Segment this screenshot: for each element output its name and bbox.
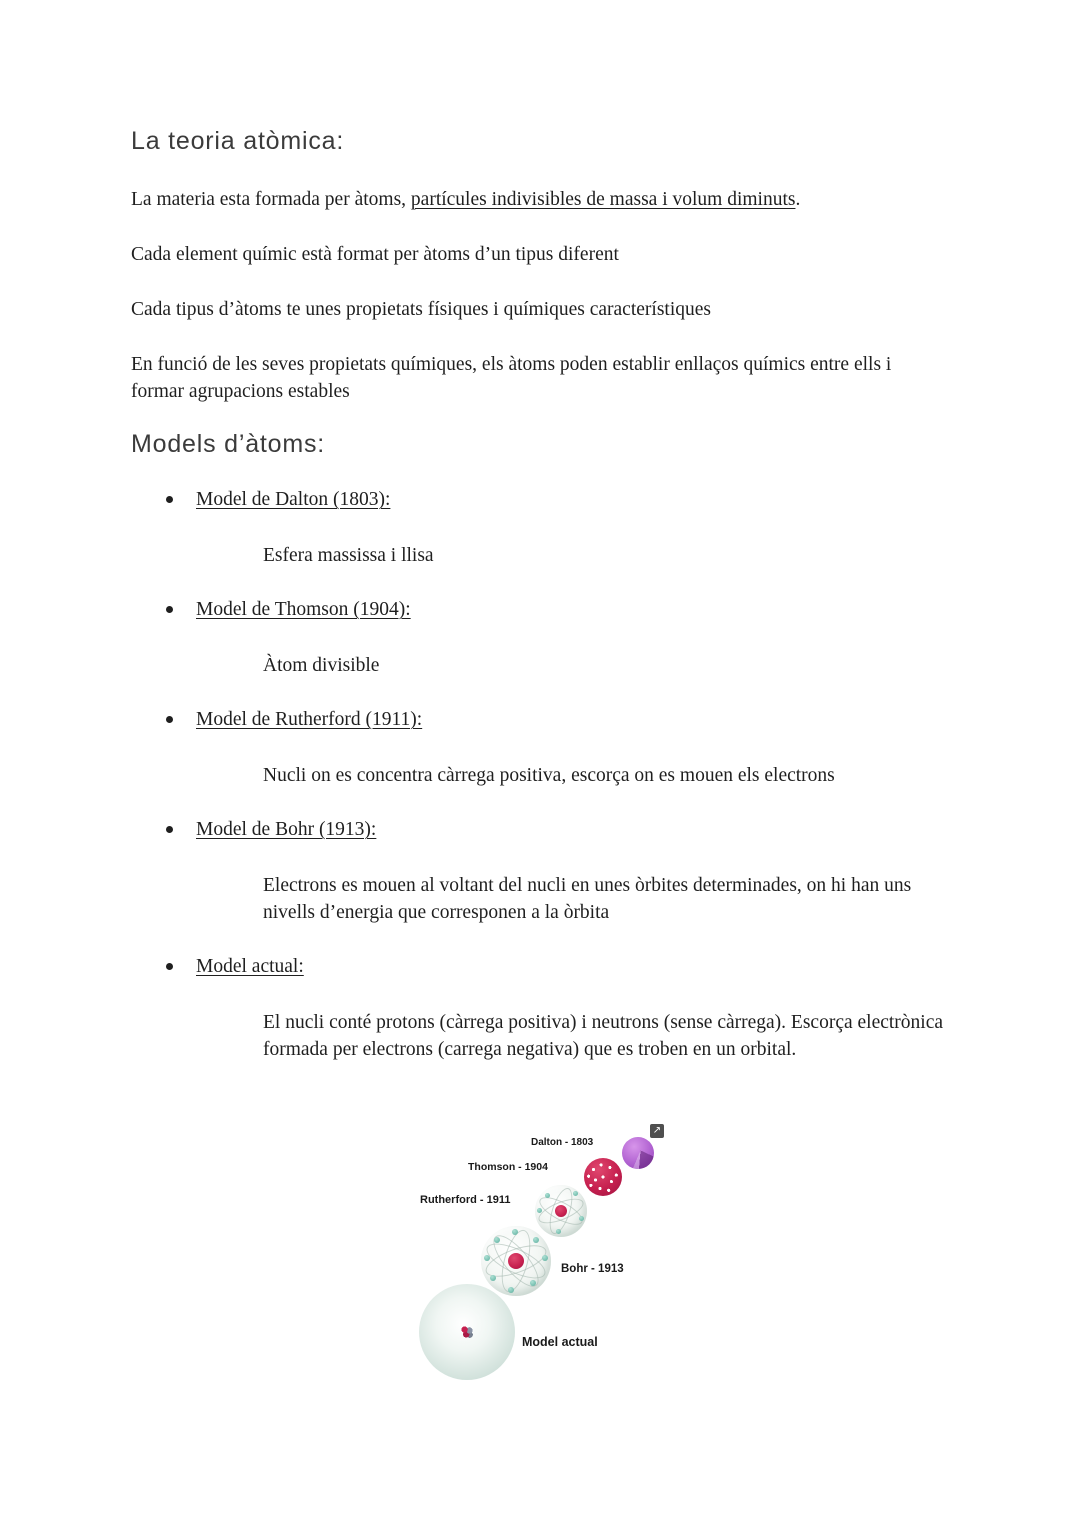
electron [545, 1193, 550, 1198]
thomson-sphere [584, 1158, 622, 1196]
paragraph-element-quimic: Cada element químic està format per àtoms d’un tipus diferent [131, 244, 619, 265]
electron [542, 1255, 548, 1261]
heading-la-teoria-atomica: La teoria atòmica: [131, 127, 345, 155]
models-list [131, 486, 949, 1063]
model-thomson-description: Àtom divisible [263, 655, 380, 676]
model-dalton-description: Esfera massissa i llisa [263, 545, 434, 566]
figure-label-actual: Model actual [522, 1335, 598, 1349]
model-rutherford-label: Model de Rutherford (1911): [196, 709, 423, 730]
model-actual-nucleus [459, 1324, 475, 1340]
list-item-actual [131, 953, 949, 1063]
open-in-new-icon[interactable]: ↗ [650, 1124, 664, 1138]
electron [533, 1237, 539, 1243]
bohr-atom [481, 1226, 551, 1296]
list-item-rutherford [131, 706, 949, 789]
model-bohr-label: Model de Bohr (1913): [196, 819, 377, 840]
paragraph-materia-period: . [795, 189, 801, 210]
figure-label-bohr: Bohr - 1913 [561, 1263, 624, 1275]
rutherford-atom [535, 1185, 587, 1237]
model-actual-sphere [419, 1284, 515, 1380]
paragraph-enllacos: En funció de les seves propietats químiques, els àtoms poden establir enllaços químics entre ells i formar agrupacions estables [131, 354, 892, 402]
electron [494, 1237, 500, 1243]
paragraph-materia-normal: La materia esta formada per àtoms, [131, 189, 411, 210]
dalton-sphere [622, 1137, 654, 1169]
paragraph-materia-underlined: partícules indivisibles de massa i volum diminuts [410, 189, 796, 210]
rutherford-nucleus [555, 1205, 567, 1217]
list-item-thomson [131, 596, 949, 679]
atom-models-figure [0, 1118, 1080, 1418]
model-actual-description: El nucli conté protons (càrrega positiva) i neutrons (sense càrrega). Escorça electrònica formada per electrons (carrega negativa) que es troben en un orbital. [263, 1012, 944, 1060]
paragraph-materia [131, 186, 949, 213]
electron [579, 1216, 584, 1221]
electron [530, 1280, 536, 1286]
figure-label-thomson: Thomson - 1904 [468, 1161, 548, 1173]
list-item-bohr [131, 816, 949, 926]
electron [508, 1287, 514, 1293]
figure-label-dalton: Dalton - 1803 [531, 1137, 594, 1148]
electron [556, 1229, 561, 1234]
electron [537, 1208, 542, 1213]
electron [573, 1191, 578, 1196]
document-page [131, 126, 949, 1063]
electron [512, 1229, 518, 1235]
model-dalton-label: Model de Dalton (1803): [196, 489, 391, 510]
figure-label-rutherford: Rutherford - 1911 [420, 1194, 511, 1206]
paragraph-tipus-atoms: Cada tipus d’àtoms te unes propietats físiques i químiques característiques [131, 299, 711, 320]
electron [490, 1275, 496, 1281]
heading-models-datoms: Models d’àtoms: [131, 430, 326, 458]
electron [484, 1255, 490, 1261]
model-rutherford-description: Nucli on es concentra càrrega positiva, escorça on es mouen els electrons [263, 765, 835, 786]
list-item-dalton [131, 486, 949, 569]
bohr-nucleus [508, 1253, 524, 1269]
model-bohr-description: Electrons es mouen al voltant del nucli en unes òrbites determinades, on hi han uns nivells d’energia que corresponen a la òrbita [263, 875, 912, 923]
model-actual-label: Model actual: [196, 956, 304, 977]
model-thomson-label: Model de Thomson (1904): [196, 599, 411, 620]
